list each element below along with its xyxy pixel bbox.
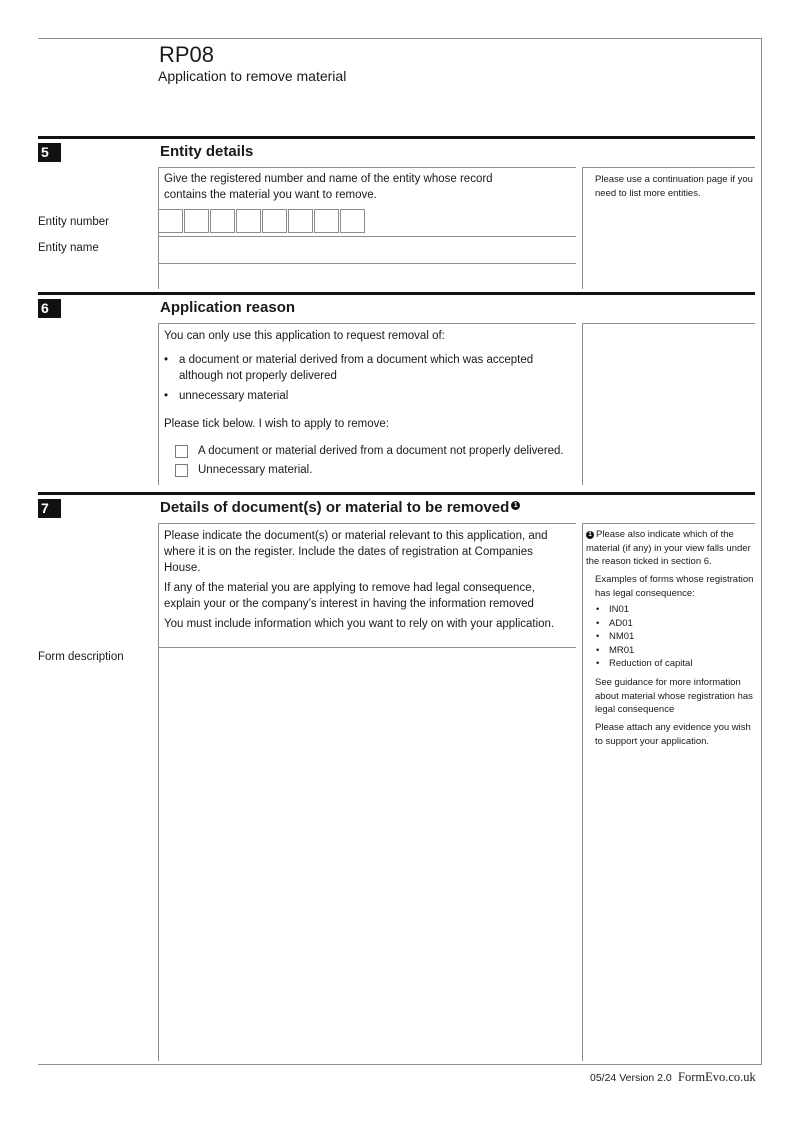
section5-number: 5 — [38, 143, 61, 162]
form-title: Application to remove material — [158, 68, 347, 84]
bottom-rule — [38, 1064, 762, 1065]
section6-rule — [38, 292, 755, 295]
footer-brand: FormEvo.co.uk — [678, 1070, 756, 1084]
section7-side-note-1: 1 Please also indicate which of the material (if any) in your view falls under the reason ticked in section 6. — [586, 529, 751, 567]
section6-intro: You can only use this application to request removal of: — [164, 330, 445, 342]
list-item: • MR01 — [595, 644, 755, 658]
entity-number-cell[interactable] — [158, 209, 183, 233]
form-code: RP08 — [159, 42, 215, 67]
section5-intro-top — [158, 167, 576, 168]
section7-title: Details of document(s) or material to be removed 1 — [160, 499, 520, 516]
right-border — [761, 38, 762, 1065]
entity-number-cell[interactable] — [184, 209, 209, 233]
section7-side-note-2: Examples of forms whose registration has legal consequence: — [595, 574, 754, 599]
entity-number-cell[interactable] — [262, 209, 287, 233]
section7-rule — [38, 492, 755, 495]
entity-number-cell[interactable] — [288, 209, 313, 233]
entity-name-input-line1[interactable] — [160, 238, 574, 262]
top-rule — [38, 38, 762, 39]
section7-side-note-4: Please attach any evidence you wish to support your application. — [595, 722, 751, 747]
list-item: • a document or material derived from a document which was accepted although not properly delivered — [164, 354, 534, 382]
section5-side-top — [582, 167, 755, 168]
entity-number-input[interactable] — [158, 209, 368, 233]
entity-number-cell[interactable] — [340, 209, 365, 233]
note-1-icon: 1 — [511, 501, 520, 510]
entity-name-input-line2[interactable] — [160, 265, 574, 287]
option-improperly-delivered-label: A document or material derived from a document not properly delivered. — [198, 445, 564, 457]
form-description-label: Form description — [38, 651, 124, 663]
section5-side-border — [582, 167, 583, 289]
entity-number-cell[interactable] — [236, 209, 261, 233]
footer-version: 05/24 Version 2.0 — [590, 1072, 672, 1084]
section7-paragraph-2: If any of the material you are applying to remove had legal consequence, explain your or the company’s interest in having the information removed — [164, 582, 535, 610]
section7-number: 7 — [38, 499, 61, 518]
section7-paragraph-3: You must include information which you want to rely on with your application. — [164, 618, 555, 630]
section5-intro: Give the registered number and name of the entity whose record contains the material you want to remove. — [164, 173, 493, 201]
form-description-input[interactable] — [162, 650, 572, 1058]
entity-number-cell[interactable] — [314, 209, 339, 233]
list-item: • IN01 — [595, 603, 755, 617]
entity-number-cell[interactable] — [210, 209, 235, 233]
section7-paragraph-1: Please indicate the document(s) or material relevant to this application, and where it is on the register. Include the dates of registration at Companies House. — [164, 530, 548, 574]
note-1-icon: 1 — [586, 531, 594, 539]
section6-title: Application reason — [160, 299, 296, 316]
section5-title: Entity details — [160, 143, 254, 160]
section5-rule — [38, 136, 755, 139]
tick-instruction: Please tick below. I wish to apply to remove: — [164, 418, 389, 430]
section5-side-note: Please use a continuation page if you need to list more entities. — [595, 174, 753, 199]
entity-name-label: Entity name — [38, 242, 99, 254]
option-unnecessary-label: Unnecessary material. — [198, 464, 313, 476]
side-forms-list — [595, 603, 755, 671]
option-improperly-delivered-checkbox[interactable] — [175, 445, 188, 458]
entity-number-label: Entity number — [38, 216, 109, 228]
list-item: • AD01 — [595, 617, 755, 631]
section6-number: 6 — [38, 299, 61, 318]
list-item: • Reduction of capital — [595, 657, 755, 671]
section7-side-note-3: See guidance for more information about material whose registration has legal consequence — [595, 677, 753, 715]
list-item: • unnecessary material — [164, 390, 289, 402]
option-unnecessary-checkbox[interactable] — [175, 464, 188, 477]
list-item: • NM01 — [595, 630, 755, 644]
